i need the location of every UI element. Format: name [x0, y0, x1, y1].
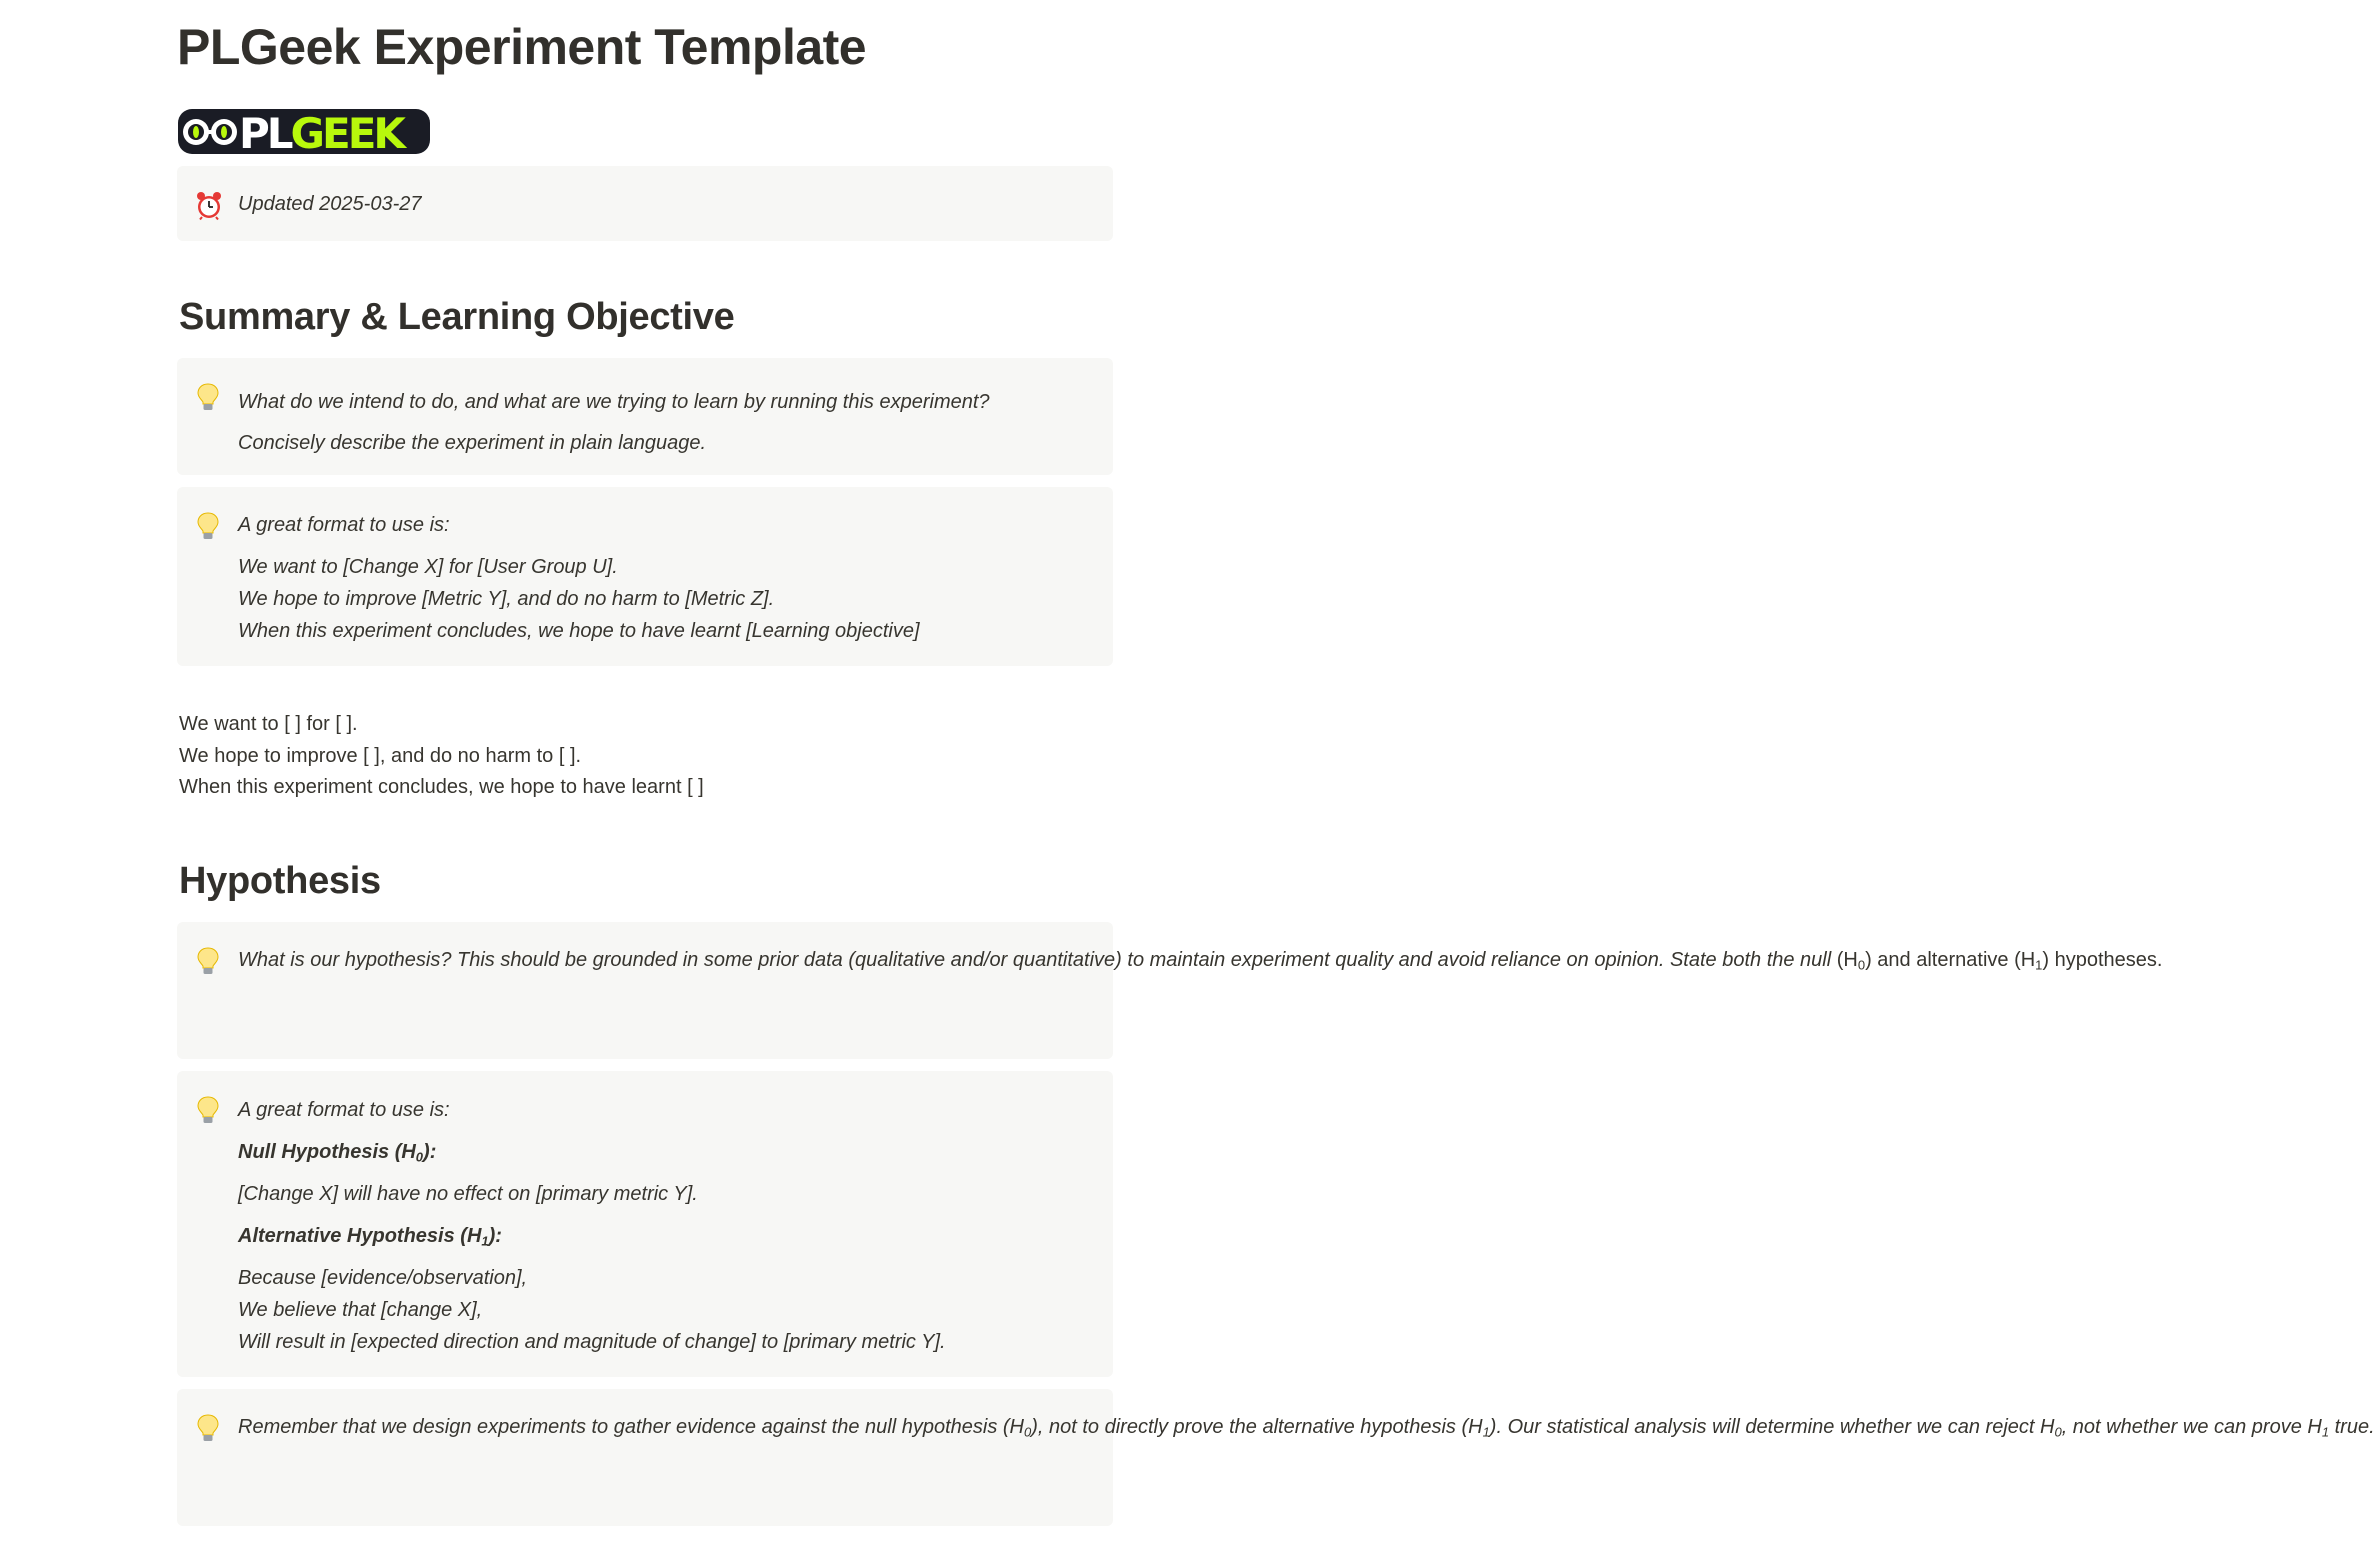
alternative-hypothesis-label: Alternative Hypothesis $(H_1)$: [238, 1225, 502, 1249]
lightbulb-icon [195, 511, 223, 539]
reminder-text: Remember that we design experiments to gather evidence against the null hypothesis $(H_0)$, not to directly prove the alternative hypothesis $(H_1)$. Our statistical analysis will determine whether we can reject $H_0$, not whether we can prove $H_1$ true. [238, 1416, 2375, 1440]
summary-callout-format [177, 487, 1113, 666]
logo-text: PLGEEK [239, 109, 403, 158]
callout-intro: A great format to use is: [238, 1099, 450, 1121]
null-hypothesis-label: Null Hypothesis $(H_0)$: [238, 1141, 437, 1165]
lightbulb-icon [195, 1413, 223, 1441]
updated-callout [177, 166, 1113, 241]
callout-line: Concisely describe the experiment in plain language. [238, 432, 707, 454]
plgeek-logo [177, 106, 431, 156]
hypothesis-callout-format [177, 1071, 1113, 1377]
alternative-line: We believe that [change X], [238, 1299, 483, 1321]
body-line: We want to [ ] for [ ]. [179, 713, 358, 735]
alarm-clock-icon [194, 190, 222, 218]
lightbulb-icon [195, 1095, 223, 1123]
lightbulb-icon [195, 382, 223, 410]
callout-intro: A great format to use is: [238, 514, 450, 536]
section-heading-summary: Summary & Learning Objective [179, 296, 735, 338]
hypothesis-question-text: What is our hypothesis? This should be grounded in some prior data (qualitative and/or quantitative) to maintain experiment quality and avoid reliance on opinion. State both the null $(H_0)$ and alternative $(H_1)$ hypotheses. [238, 949, 2163, 973]
summary-callout-intent [177, 358, 1113, 475]
page-title: PLGeek Experiment Template [177, 19, 867, 75]
alternative-line: Because [evidence/observation], [238, 1267, 528, 1289]
callout-line: We hope to improve [Metric Y], and do no harm to [Metric Z]. [238, 588, 775, 610]
updated-text: Updated 2025-03-27 [238, 193, 422, 215]
summary-body [179, 709, 704, 804]
body-line: When this experiment concludes, we hope to have learnt [ ] [179, 776, 704, 798]
alternative-line: Will result in [expected direction and magnitude of change] to [primary metric Y]. [238, 1331, 946, 1353]
hypothesis-callout-reminder [177, 1389, 2375, 1526]
hypothesis-callout-question [177, 922, 2163, 1059]
section-heading-hypothesis: Hypothesis [179, 860, 381, 902]
null-hypothesis-text: [Change X] will have no effect on [primary metric Y]. [238, 1183, 698, 1205]
callout-line: When this experiment concludes, we hope to have learnt [Learning objective] [238, 620, 920, 642]
lightbulb-icon [195, 946, 223, 974]
callout-line: What do we intend to do, and what are we trying to learn by running this experiment? [238, 391, 990, 413]
body-line: We hope to improve [ ], and do no harm to [ ]. [179, 744, 582, 767]
callout-line: We want to [Change X] for [User Group U]. [238, 556, 618, 578]
